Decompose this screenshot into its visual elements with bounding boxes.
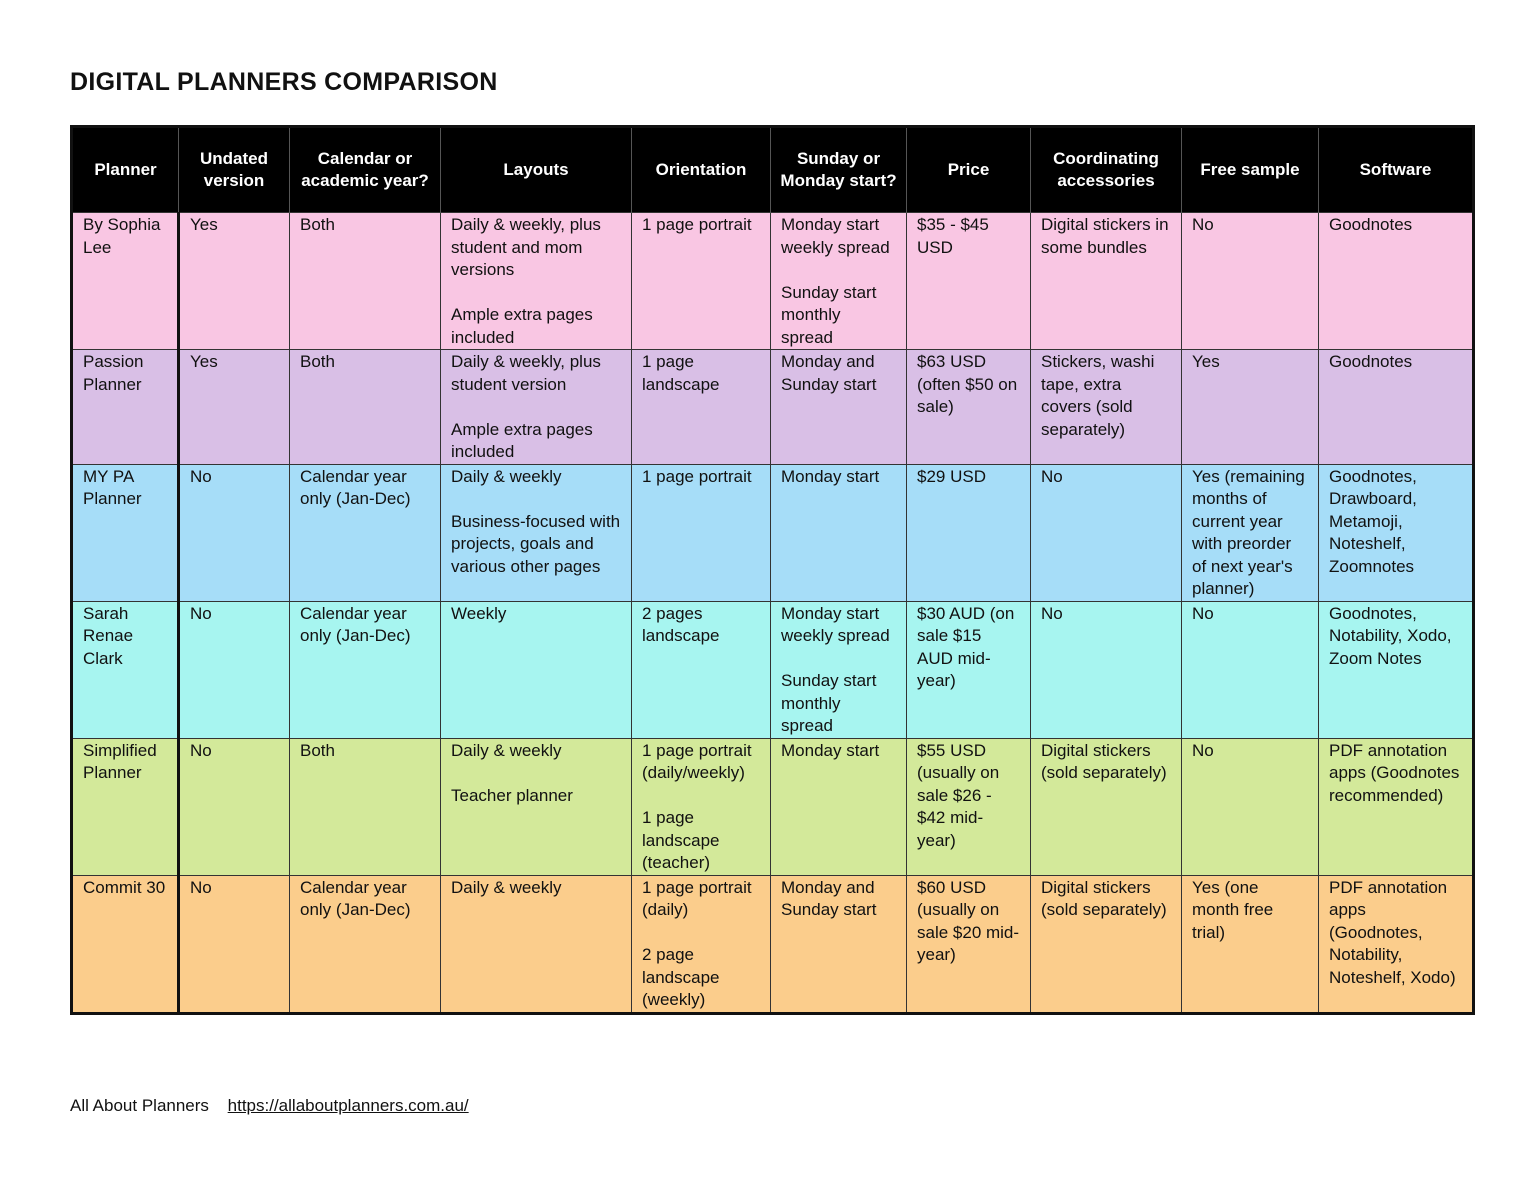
cell-software: Goodnotes xyxy=(1319,350,1474,465)
cell-layouts: Weekly xyxy=(441,601,632,738)
cell-year-type: Calendar year only (Jan-Dec) xyxy=(290,601,441,738)
cell-price: $35 - $45 USD xyxy=(907,213,1031,350)
table-row xyxy=(72,601,1474,738)
cell-free-sample: Yes (one month free trial) xyxy=(1182,875,1319,1013)
cell-orientation: 1 page portrait (daily) 2 page landscape (weekly) xyxy=(632,875,771,1013)
cell-week-start: Monday and Sunday start xyxy=(771,875,907,1013)
cell-week-start: Monday start xyxy=(771,738,907,875)
cell-price: $60 USD (usually on sale $20 mid-year) xyxy=(907,875,1031,1013)
header-software: Software xyxy=(1319,127,1474,213)
cell-orientation: 1 page portrait xyxy=(632,213,771,350)
cell-year-type: Both xyxy=(290,213,441,350)
cell-software: Goodnotes, Notability, Xodo, Zoom Notes xyxy=(1319,601,1474,738)
cell-planner: By Sophia Lee xyxy=(72,213,179,350)
cell-free-sample: No xyxy=(1182,213,1319,350)
cell-planner: Simplified Planner xyxy=(72,738,179,875)
cell-week-start: Monday start xyxy=(771,464,907,601)
header-price: Price xyxy=(907,127,1031,213)
cell-undated: No xyxy=(179,464,290,601)
table-row xyxy=(72,464,1474,601)
cell-orientation: 1 page portrait (daily/weekly) 1 page landscape (teacher) xyxy=(632,738,771,875)
cell-year-type: Both xyxy=(290,350,441,465)
cell-planner: Passion Planner xyxy=(72,350,179,465)
cell-undated: No xyxy=(179,875,290,1013)
cell-layouts: Daily & weekly, plus student version Ample extra pages included xyxy=(441,350,632,465)
cell-price: $29 USD xyxy=(907,464,1031,601)
header-row xyxy=(72,127,1474,213)
comparison-table xyxy=(70,125,1475,1015)
cell-layouts: Daily & weekly xyxy=(441,875,632,1013)
cell-orientation: 1 page landscape xyxy=(632,350,771,465)
footer xyxy=(70,1096,469,1116)
page-title: DIGITAL PLANNERS COMPARISON xyxy=(70,68,498,96)
header-layouts: Layouts xyxy=(441,127,632,213)
cell-week-start: Monday and Sunday start xyxy=(771,350,907,465)
header-planner: Planner xyxy=(72,127,179,213)
table-row xyxy=(72,350,1474,465)
header-calendar-or-academic-year: Calendar or academic year? xyxy=(290,127,441,213)
cell-week-start: Monday start weekly spread Sunday start monthly spread xyxy=(771,601,907,738)
header-week-start: Sunday or Monday start? xyxy=(771,127,907,213)
cell-orientation: 1 page portrait xyxy=(632,464,771,601)
cell-layouts: Daily & weekly Teacher planner xyxy=(441,738,632,875)
cell-layouts: Daily & weekly, plus student and mom versions Ample extra pages included xyxy=(441,213,632,350)
cell-software: Goodnotes xyxy=(1319,213,1474,350)
header-coordinating-accessories: Coordinating accessories xyxy=(1031,127,1182,213)
cell-accessories: No xyxy=(1031,464,1182,601)
cell-accessories: Digital stickers (sold separately) xyxy=(1031,875,1182,1013)
table-row xyxy=(72,213,1474,350)
cell-undated: No xyxy=(179,738,290,875)
cell-price: $30 AUD (on sale $15 AUD mid-year) xyxy=(907,601,1031,738)
cell-planner: MY PA Planner xyxy=(72,464,179,601)
header-orientation: Orientation xyxy=(632,127,771,213)
footer-link[interactable]: https://allaboutplanners.com.au/ xyxy=(227,1096,469,1115)
cell-accessories: Digital stickers in some bundles xyxy=(1031,213,1182,350)
cell-layouts: Daily & weekly Business-focused with projects, goals and various other pages xyxy=(441,464,632,601)
cell-free-sample: No xyxy=(1182,601,1319,738)
table-body xyxy=(72,213,1474,1014)
cell-week-start: Monday start weekly spread Sunday start monthly spread xyxy=(771,213,907,350)
cell-free-sample: Yes (remaining months of current year with preorder of next year's planner) xyxy=(1182,464,1319,601)
cell-price: $63 USD (often $50 on sale) xyxy=(907,350,1031,465)
cell-price: $55 USD (usually on sale $26 - $42 mid-year) xyxy=(907,738,1031,875)
header-free-sample: Free sample xyxy=(1182,127,1319,213)
cell-free-sample: Yes xyxy=(1182,350,1319,465)
cell-undated: Yes xyxy=(179,213,290,350)
footer-brand: All About Planners xyxy=(70,1096,209,1115)
cell-undated: No xyxy=(179,601,290,738)
cell-accessories: Digital stickers (sold separately) xyxy=(1031,738,1182,875)
cell-year-type: Both xyxy=(290,738,441,875)
cell-year-type: Calendar year only (Jan-Dec) xyxy=(290,875,441,1013)
cell-planner: Commit 30 xyxy=(72,875,179,1013)
cell-free-sample: No xyxy=(1182,738,1319,875)
cell-undated: Yes xyxy=(179,350,290,465)
cell-orientation: 2 pages landscape xyxy=(632,601,771,738)
cell-software: PDF annotation apps (Goodnotes, Notability, Noteshelf, Xodo) xyxy=(1319,875,1474,1013)
header-undated-version: Undated version xyxy=(179,127,290,213)
table-row xyxy=(72,738,1474,875)
table-row xyxy=(72,875,1474,1013)
cell-planner: Sarah Renae Clark xyxy=(72,601,179,738)
cell-year-type: Calendar year only (Jan-Dec) xyxy=(290,464,441,601)
cell-software: PDF annotation apps (Goodnotes recommended) xyxy=(1319,738,1474,875)
cell-accessories: Stickers, washi tape, extra covers (sold separately) xyxy=(1031,350,1182,465)
cell-software: Goodnotes, Drawboard, Metamoji, Noteshelf, Zoomnotes xyxy=(1319,464,1474,601)
table-header xyxy=(72,127,1474,213)
cell-accessories: No xyxy=(1031,601,1182,738)
